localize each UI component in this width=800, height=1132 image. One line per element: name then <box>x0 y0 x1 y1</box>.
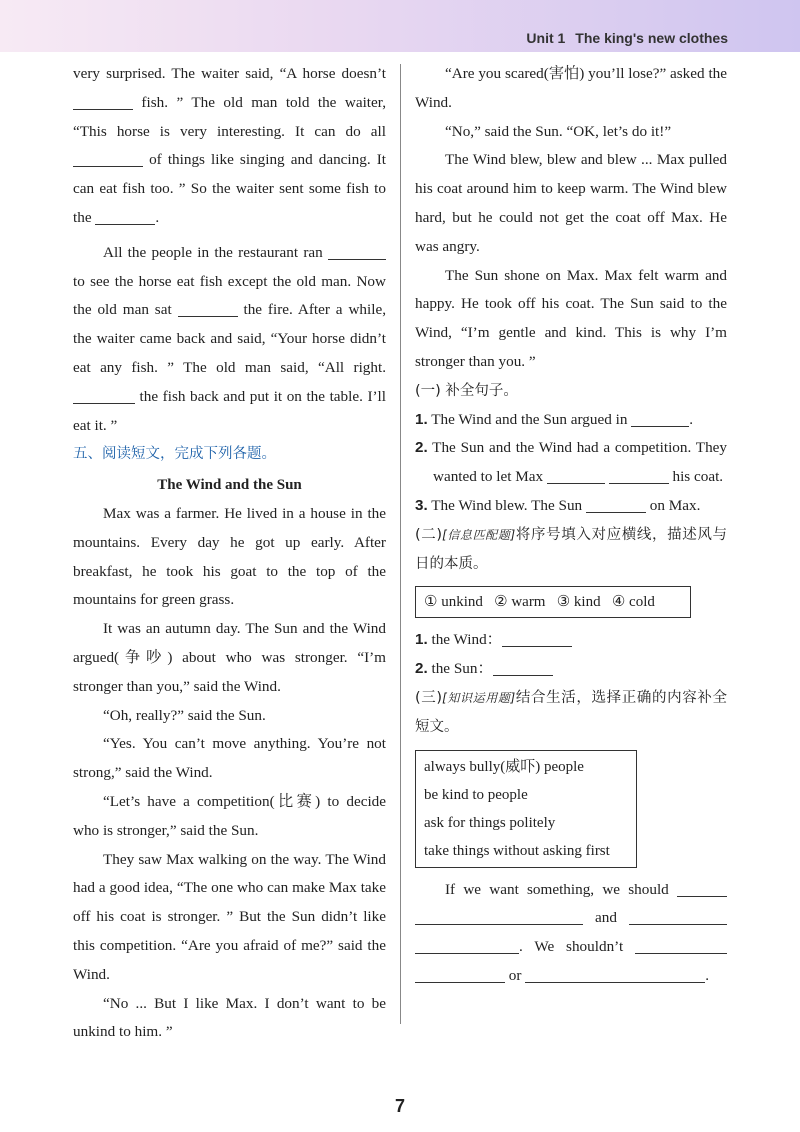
question: 3. The Wind blew. The Sun on Max. <box>415 496 701 514</box>
unit-label: Unit 1 <box>526 30 566 46</box>
story-title: The Wind and the Sun <box>157 477 302 494</box>
answer-blank[interactable] <box>73 150 143 167</box>
phrase: be kind to people <box>424 786 528 803</box>
answer-blank[interactable] <box>609 467 669 484</box>
paragraph: The Sun shone on Max. Max felt warm and happy. He took off his coat. The Sun said to the Wind, “I’m gentle and kind. This is why I’m stronger than you. ” <box>415 266 727 370</box>
answer-blank[interactable] <box>73 387 135 404</box>
part-heading: (一) 补全句子。 <box>415 382 518 399</box>
question: 2. the Sun： <box>415 655 727 684</box>
paragraph: “No,” said the Sun. “OK, let’s do it!” <box>445 122 672 140</box>
option: ① unkind <box>424 594 483 611</box>
option: ③ kind <box>556 594 601 611</box>
answer-blank[interactable] <box>502 630 572 647</box>
phrase: ask for things politely <box>424 814 556 831</box>
options-box <box>415 586 691 618</box>
question: 2. The Sun and the Wind had a competition. They wanted to let Max his coat. <box>415 439 727 486</box>
answer-blank[interactable] <box>415 966 505 983</box>
answer-blank[interactable] <box>95 208 155 225</box>
right-column <box>415 60 727 991</box>
answer-blank[interactable] <box>677 880 727 897</box>
phrase: always bully(威吓) people <box>424 758 584 775</box>
column-divider <box>400 64 401 1024</box>
option: ④ cold <box>611 594 655 611</box>
paragraph: Max was a farmer. He lived in a house in the mountains. Every day he got up early. After breakfast, he took his goat to the top of the mountains for green grass. <box>73 504 386 609</box>
answer-blank[interactable] <box>635 937 727 954</box>
paragraph: It was an autumn day. The Sun and the Wind argued(争吵) about who was stronger. “I’m stronger than you,” said the Wind. <box>73 620 386 695</box>
answer-blank[interactable] <box>178 300 238 317</box>
answer-blank[interactable] <box>547 467 605 484</box>
question: 1. The Wind and the Sun argued in . <box>415 410 694 428</box>
answer-blank[interactable] <box>493 659 553 676</box>
answer-blank[interactable] <box>629 908 727 925</box>
answer-blank[interactable] <box>586 496 646 513</box>
header-title <box>526 30 728 46</box>
paragraph: “Oh, really?” said the Sun. <box>103 706 266 724</box>
paragraph: They saw Max walking on the way. The Wind had a good idea, “The one who can make Max take off his coat is stronger. ” But the Sun didn’t like this competition. “Are you afraid of me?” said the Wind. <box>73 850 386 983</box>
page-number: 7 <box>394 1096 405 1116</box>
phrase: take things without asking first <box>424 842 610 859</box>
phrases-box <box>415 750 637 868</box>
section-heading: 五、阅读短文，完成下列各题。 <box>73 446 276 463</box>
part-heading: (三)[知识运用题]结合生活，选择正确的内容补全短文。 <box>415 689 727 735</box>
answer-blank[interactable] <box>631 410 689 427</box>
answer-blank[interactable] <box>73 93 133 110</box>
paragraph: The Wind blew, blew and blew ... Max pulled his coat around him to keep warm. The Wind blew hard, but he could not get the coat off Max. He was angry. <box>415 151 727 255</box>
answer-blank[interactable] <box>415 937 519 954</box>
option: ② warm <box>494 594 546 611</box>
paragraph: very surprised. The waiter said, “A horse doesn’t fish. ” The old man told the waiter, “This horse is very interesting. It can do all of things like singing and dancing. It can eat fish too. ” So the waiter sent some fish to the . <box>73 65 386 226</box>
paragraph: “Let’s have a competition(比赛) to decide who is stronger,” said the Sun. <box>73 792 386 839</box>
question: 1. the Wind： <box>415 626 727 655</box>
paragraph: “No ... But I like Max. I don’t want to be unkind to him. ” <box>73 994 386 1041</box>
fill-paragraph: If we want something, we should and . We shouldn’t or . <box>415 876 727 991</box>
paragraph: “Yes. You can’t move anything. You’re not strong,” said the Wind. <box>73 735 386 782</box>
paragraph: All the people in the restaurant ran to see the horse eat fish except the old man. Now the old man sat the fire. After a while, the waiter came back and said, “Your horse didn’t eat any fish. ” The old man said, “All right. the fish back and put it on the table. I’ll eat it. ” <box>73 243 386 434</box>
answer-blank[interactable] <box>328 243 386 260</box>
answer-blank[interactable] <box>415 908 583 925</box>
part-heading: (二)[信息匹配题]将序号填入对应横线，描述风与日的本质。 <box>415 526 727 572</box>
left-column <box>73 60 386 1047</box>
answer-blank[interactable] <box>525 966 705 983</box>
paragraph: “Are you scared(害怕) you’ll lose?” asked the Wind. <box>415 65 727 111</box>
unit-title: The king's new clothes <box>575 30 728 46</box>
